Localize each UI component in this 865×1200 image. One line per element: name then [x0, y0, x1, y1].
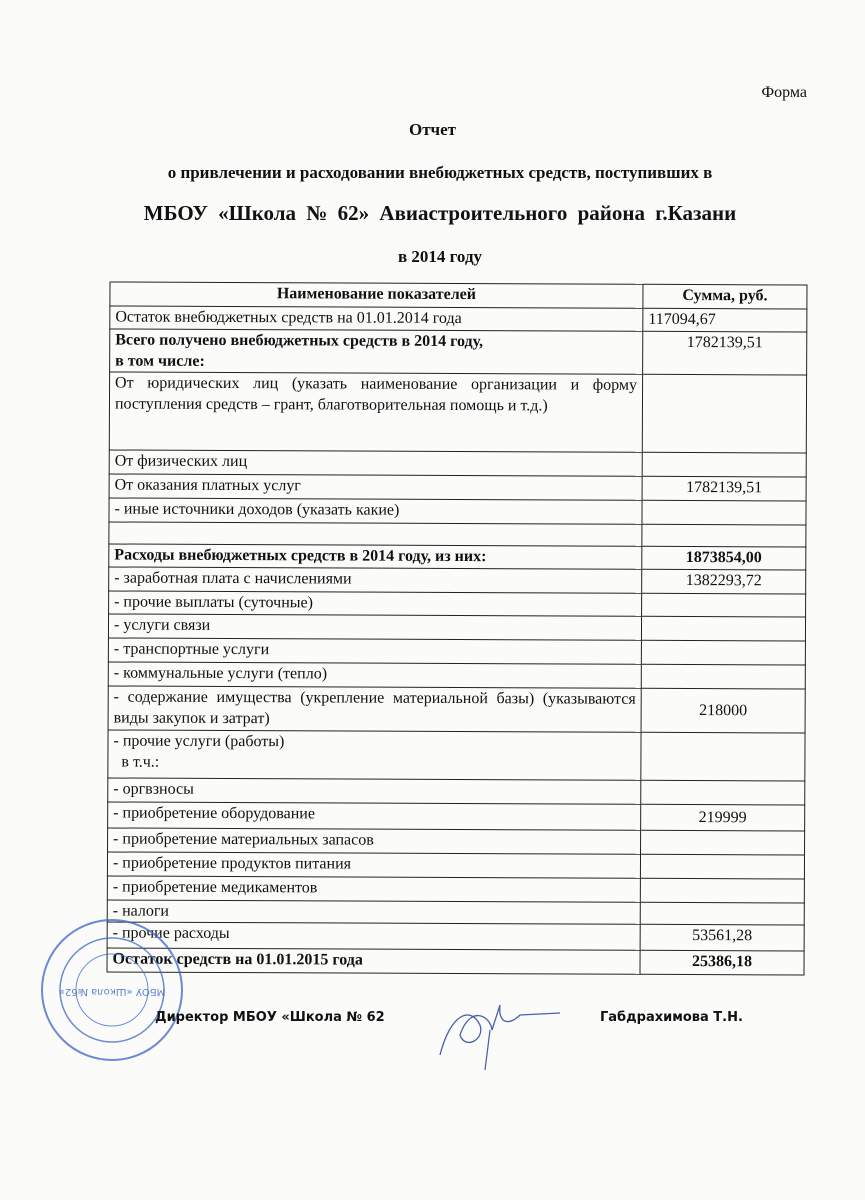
row-label-text: - содержание имущества (укрепление материальной базы) (указываются виды закупок и затрат) [113, 688, 636, 728]
director-position: Директор МБОУ «Школа № 62 [155, 1010, 385, 1025]
row-label [107, 852, 640, 878]
row-label-text: - иные источники доходов (указать какие) [114, 500, 400, 519]
school-name: МБОУ «Школа № 62» Авиастроительного района г.Казани [143, 201, 737, 225]
table-row [109, 544, 806, 570]
table-row [108, 778, 805, 805]
report-title: Отчет [408, 120, 457, 139]
table-row [107, 852, 804, 879]
table-row [107, 922, 804, 951]
row-value [642, 524, 806, 547]
row-label [110, 306, 643, 331]
row-value: 25386,18 [640, 950, 804, 975]
table-row [108, 802, 805, 831]
row-value: 53561,28 [640, 924, 804, 951]
row-value [642, 374, 806, 453]
row-label-text: в том числе: [115, 352, 205, 370]
row-value: 117094,67 [643, 308, 807, 332]
row-label [108, 638, 641, 664]
row-value [641, 830, 805, 855]
row-label-text: - приобретение материальных запасов [113, 830, 374, 849]
report-subtitle: о привлечении и расходовании внебюджетных средств, поступивших в [167, 163, 713, 182]
row-label [108, 778, 641, 804]
row-value [642, 452, 806, 477]
row-value: 1382293,72 [642, 569, 806, 594]
row-label-text: - заработная плата с начислениями [114, 569, 352, 588]
signatory-name: Габдрахимова Т.Н. [600, 1010, 743, 1025]
row-value [642, 500, 806, 525]
column-header: Сумма, руб. [643, 284, 807, 309]
row-value: 219999 [641, 804, 805, 831]
table-row [110, 306, 807, 332]
row-label [109, 522, 642, 546]
row-label [110, 329, 643, 374]
row-label [108, 730, 641, 780]
row-label-text: От юридических лиц (указать наименование организации и форму поступления средств – грант, благотворительная помощь и т.д.) [114, 374, 638, 415]
row-label-text: - налоги [112, 902, 170, 920]
row-label [109, 372, 642, 452]
row-label-text: От физических лиц [114, 452, 248, 471]
row-label-text: - транспортные услуги [113, 640, 270, 659]
row-label [109, 450, 642, 476]
row-value: 218000 [641, 688, 805, 733]
table-row [107, 948, 804, 975]
row-label-text: - коммунальные услуги (тепло) [113, 664, 328, 683]
row-value [641, 732, 805, 781]
row-label-text: Остаток средств на 01.01.2015 года [112, 950, 363, 969]
table-row [109, 372, 806, 453]
row-label-text: - приобретение оборудование [113, 804, 315, 823]
row-label-text: Всего получено внебюджетных средств в 2014 году, [115, 331, 484, 351]
row-value [641, 616, 805, 641]
row-value [641, 780, 805, 805]
stamp-text: МБОУ «Школа №62» [58, 986, 166, 997]
row-label [108, 614, 641, 640]
table-row [109, 522, 806, 547]
report-year: в 2014 году [397, 247, 483, 266]
row-value: 1782139,51 [643, 331, 807, 375]
table-row [108, 828, 805, 855]
row-label-text: - прочие услуги (работы) [113, 732, 285, 751]
row-label [109, 544, 642, 569]
table-row [109, 567, 806, 594]
row-label-text: в т.ч.: [121, 753, 160, 771]
table-row [107, 900, 804, 925]
row-value [640, 854, 804, 879]
row-label-text: - услуги связи [113, 616, 211, 634]
table-row [108, 662, 805, 689]
row-label-text: Расходы внебюджетных средств в 2014 году, из них: [114, 546, 487, 566]
row-label [108, 662, 641, 688]
row-label [107, 876, 640, 902]
row-value [642, 593, 806, 617]
table-row [108, 638, 805, 665]
table-row [108, 686, 805, 733]
row-label-text: - приобретение медикаментов [112, 878, 318, 897]
row-label-text: - оргвзносы [113, 780, 194, 798]
table-row [109, 450, 806, 477]
table-header [110, 282, 807, 309]
stamp [40, 915, 190, 1065]
row-value: 1782139,51 [642, 476, 806, 501]
row-label-text: - приобретение продуктов питания [112, 854, 352, 873]
row-label-text: От оказания платных услуг [114, 476, 301, 495]
row-value [641, 640, 805, 665]
row-label-text: Остаток внебюджетных средств на 01.01.2014 года [115, 308, 462, 328]
row-value [640, 878, 804, 903]
table-row [110, 329, 807, 375]
report-table [106, 281, 807, 975]
column-header: Наименование показателей [110, 282, 643, 308]
row-label [109, 474, 642, 500]
row-label [108, 686, 641, 732]
row-label [108, 828, 641, 854]
row-value: 1873854,00 [642, 546, 806, 570]
table-row [109, 474, 806, 501]
row-label [108, 802, 641, 830]
row-label [109, 591, 642, 616]
table-row [108, 614, 805, 641]
table-row [107, 876, 804, 903]
row-label-text: - прочие расходы [112, 924, 230, 943]
row-label-text: - прочие выплаты (суточные) [114, 593, 313, 612]
row-value [641, 664, 805, 689]
table-row [109, 498, 806, 525]
row-value [640, 902, 804, 925]
row-label [109, 498, 642, 524]
form-label: Форма [761, 84, 807, 101]
table-row [108, 730, 805, 781]
signature [430, 985, 570, 1075]
table-row [109, 591, 806, 617]
row-label [109, 567, 642, 593]
